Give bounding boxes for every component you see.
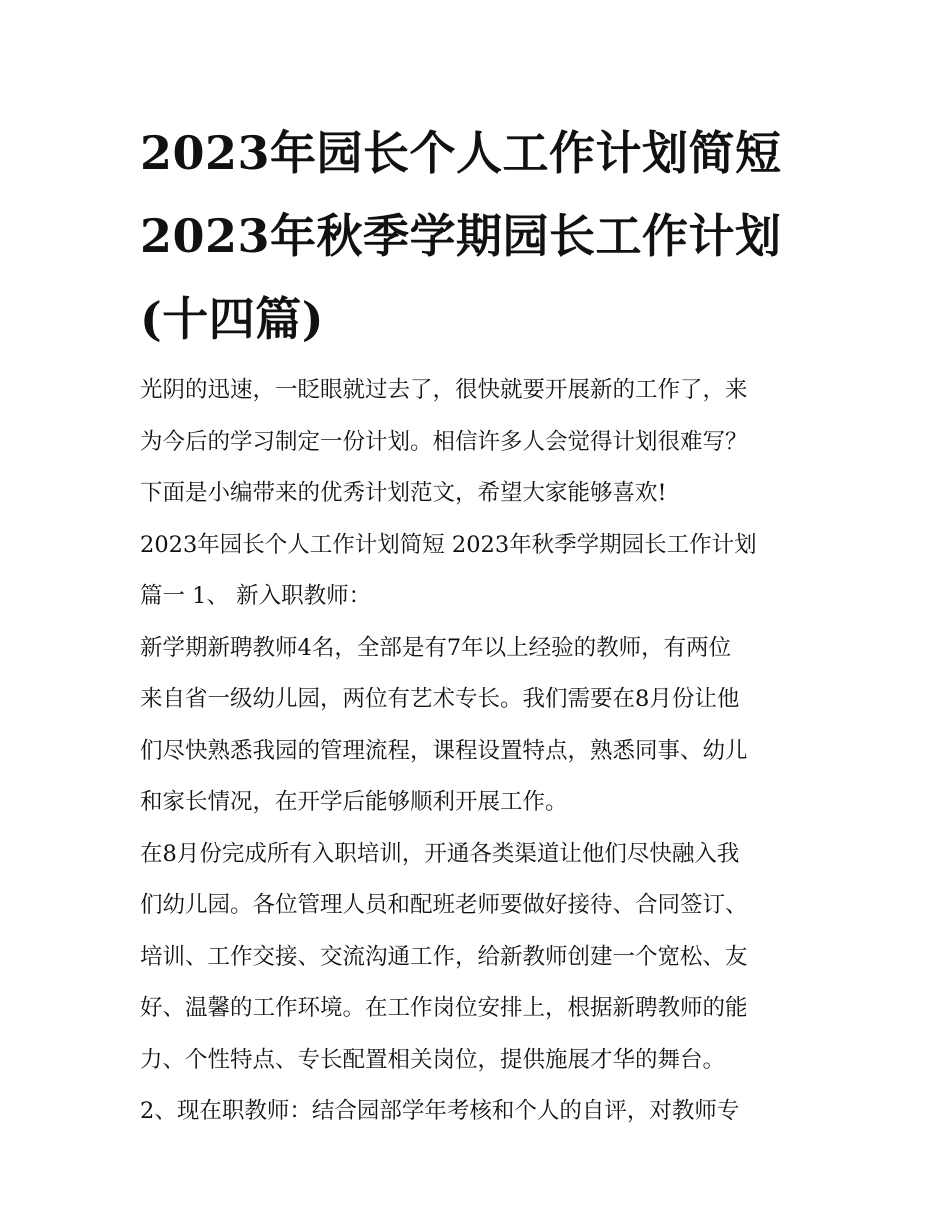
text-line: 下面是小编带来的优秀计划范文，希望大家能够喜欢! bbox=[140, 480, 667, 506]
document-title bbox=[140, 112, 820, 361]
text-line: 和家长情况，在开学后能够顺利开展工作。 bbox=[140, 789, 568, 815]
text-line: 为今后的学习制定一份计划。相信许多人会觉得计划很难写？ bbox=[140, 428, 748, 455]
title-line-1: 2023年园长个人工作计划简短 bbox=[140, 126, 782, 180]
text-line: 2、现在职教师：结合园部学年考核和个人的自评，对教师专 bbox=[140, 1098, 740, 1124]
text-line: 2023年园长个人工作计划简短 2023年秋季学期园长工作计划 bbox=[140, 531, 757, 558]
text-line: 篇一 1、 新入职教师： bbox=[140, 583, 372, 609]
paragraph-intro bbox=[140, 365, 820, 520]
text-line: 们尽快熟悉我园的管理流程，课程设置特点，熟悉同事、幼儿 bbox=[140, 737, 748, 764]
text-line: 光阴的迅速，一眨眼就过去了，很快就要开展新的工作了，来 bbox=[140, 377, 748, 403]
paragraph-new-teachers bbox=[140, 623, 820, 829]
document-page bbox=[140, 112, 820, 1138]
paragraph-current-teachers bbox=[140, 1086, 820, 1138]
title-line-2: 2023年秋季学期园长工作计划 bbox=[140, 209, 782, 263]
paragraph-onboarding bbox=[140, 829, 820, 1087]
text-line: 来自省一级幼儿园，两位有艺术专长。我们需要在8月份让他 bbox=[140, 686, 740, 712]
title-line-3: (十四篇) bbox=[140, 292, 325, 346]
text-line: 培训、工作交接、交流沟通工作，给新教师创建一个宽松、友 bbox=[140, 943, 748, 970]
text-line: 们幼儿园。各位管理人员和配班老师要做好接待、合同签订、 bbox=[140, 892, 748, 918]
text-line: 力、个性特点、专长配置相关岗位，提供施展才华的舞台。 bbox=[140, 1046, 726, 1073]
paragraph-section-heading bbox=[140, 520, 820, 623]
document-body bbox=[140, 365, 820, 1138]
text-line: 在8月份完成所有入职培训，开通各类渠道让他们尽快融入我 bbox=[140, 840, 740, 867]
text-line: 好、温馨的工作环境。在工作岗位安排上，根据新聘教师的能 bbox=[140, 995, 748, 1021]
text-line: 新学期新聘教师4名，全部是有7年以上经验的教师，有两位 bbox=[140, 634, 732, 661]
